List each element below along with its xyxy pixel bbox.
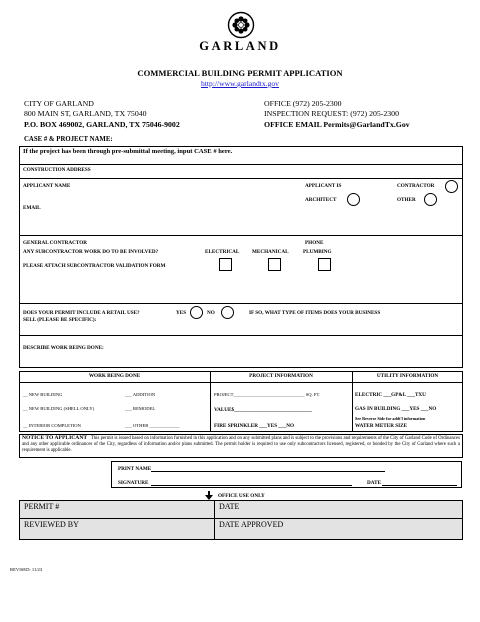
office-email: OFFICE EMAIL Permits@GarlandTx.Gov [264, 119, 410, 129]
case-note: If the project has been through pre-submittal meeting, input CASE # here. [23, 148, 233, 155]
fire-sprinkler-field[interactable]: FIRE SPRINKLER ___YES ___NO [214, 423, 294, 429]
address-city: CITY OF GARLAND [24, 99, 94, 108]
address-street: 800 MAIN ST, GARLAND, TX 75040 [24, 109, 147, 119]
form-title: COMMERCIAL BUILDING PERMIT APPLICATION [137, 68, 343, 78]
attach-note: PLEASE ATTACH SUBCONTRACTOR VALIDATION FORM [23, 263, 166, 269]
revised-date: REVISED: 11/23 [10, 567, 43, 572]
print-name-label: PRINT NAME [118, 466, 152, 472]
office-phone: OFFICE (972) 205-2300 [264, 99, 342, 108]
reviewed-by-label: REVIEWED BY [24, 520, 79, 529]
project-sqft-field[interactable]: PROJECT_______________________________ SQ. FT. [214, 392, 321, 397]
office-use-label: OFFICE USE ONLY [218, 493, 265, 499]
signature-input[interactable] [151, 485, 352, 486]
other-radio[interactable] [424, 193, 437, 206]
mechanical-label: MECHANICAL [252, 249, 289, 255]
water-meter-size[interactable]: WATER METER SIZE [355, 423, 408, 429]
retail-yes-label: YES [176, 310, 187, 316]
utility-header: UTILITY INFORMATION [376, 373, 439, 379]
work-header: WORK BEING DONE [88, 373, 141, 379]
retail-items-label: IF SO, WHAT TYPE OF ITEMS DOES YOUR BUSINESS [249, 310, 381, 316]
retail-sell-input[interactable] [100, 316, 450, 324]
other-label: OTHER [397, 197, 416, 203]
signature-label: SIGNATURE [118, 480, 149, 486]
construction-address-input[interactable] [20, 172, 462, 178]
remodel-option[interactable]: ___ REMODEL [125, 406, 156, 411]
interior-completion-option[interactable]: __ INTERIOR COMPLETION [23, 423, 81, 428]
describe-work-label: DESCRIBE WORK BEING DONE: [23, 345, 104, 351]
value-field[interactable]: VALUE$______________________________ [214, 407, 312, 413]
date-approved-label: DATE APPROVED [219, 520, 284, 529]
applicant-name-input[interactable] [60, 182, 290, 190]
electrical-checkbox[interactable] [219, 258, 232, 271]
case-input[interactable] [20, 157, 462, 164]
phone-label: PHONE [305, 240, 324, 246]
electrical-label: ELECTRICAL [205, 249, 240, 255]
permit-number-label: PERMIT # [24, 502, 60, 511]
project-header: PROJECT INFORMATION [249, 373, 313, 379]
general-contractor-label: GENERAL CONTRACTOR [23, 240, 88, 246]
gas-in-building[interactable]: GAS IN BUILDING ___YES ___NO [355, 406, 437, 412]
contractor-label: CONTRACTOR [397, 183, 435, 189]
applicant-is-label: APPLICANT IS [305, 183, 342, 189]
retail-no-label: NO [207, 310, 215, 316]
address-pobox: P.O. BOX 469002, GARLAND, TX 75046-9002 [24, 119, 180, 129]
city-seal-logo [227, 11, 255, 39]
retail-sell-label: SELL (PLEASE BE SPECIFIC): [23, 317, 97, 323]
signature-box [111, 461, 462, 488]
other-work-option[interactable]: ___ OTHER _____________ [125, 423, 180, 428]
construction-address-label: CONSTRUCTION ADDRESS [23, 167, 91, 173]
email-label: EMAIL [23, 205, 41, 211]
office-date-label: DATE [219, 502, 240, 511]
notice-body: This permit is issued based on information furnished in this application and on any submitted plans and is subject to the provisions and requirements of the City of Garland Code of Ordinances and any other applicable ordinances of the City, regardless of information and/or plans submitted. The permit holder is required to use only subcontractors licensed, registered, or bonded by the City of Garland where such a requirement is applicable. [22, 436, 460, 454]
signature-date-input[interactable] [382, 485, 457, 486]
case-label: CASE # & PROJECT NAME: [24, 136, 113, 143]
website-link[interactable]: http://www.garlandtx.gov [201, 79, 279, 88]
city-name: GARLAND [199, 39, 281, 53]
address-left [24, 99, 180, 130]
email-input[interactable] [40, 204, 290, 212]
plumbing-checkbox[interactable] [318, 258, 331, 271]
retail-question: DOES YOUR PERMIT INCLUDE A RETAIL USE? [23, 310, 140, 316]
mechanical-checkbox[interactable] [268, 258, 281, 271]
inspection-phone: INSPECTION REQUEST: (972) 205-2300 [264, 109, 399, 119]
new-building-option[interactable]: __ NEW BUILDING [23, 392, 63, 397]
architect-radio[interactable] [347, 193, 360, 206]
reverse-side-note: See Reverse Side for addt'l information [355, 416, 426, 421]
contractor-radio[interactable] [445, 180, 458, 193]
address-right [264, 99, 410, 130]
plumbing-label: PLUMBING [303, 249, 332, 255]
print-name-input[interactable] [151, 471, 385, 472]
subcontractor-question: ANY SUBCONTRACTOR WORK DO TO BE INVOLVED? [23, 249, 159, 255]
describe-work-input[interactable] [100, 343, 450, 363]
signature-date-label: DATE [367, 480, 382, 486]
notice-text [22, 435, 460, 455]
shell-only-option[interactable]: __ NEW BUILDING (SHELL ONLY) [23, 406, 95, 411]
electric-provider[interactable]: ELECTRIC ___GP&L ___TXU [355, 392, 426, 398]
architect-label: ARCHITECT [305, 197, 337, 203]
addition-option[interactable]: ___ ADDITION [125, 392, 156, 397]
applicant-name-label: APPLICANT NAME [23, 183, 71, 189]
notice-label: NOTICE TO APPLICANT [22, 435, 88, 441]
